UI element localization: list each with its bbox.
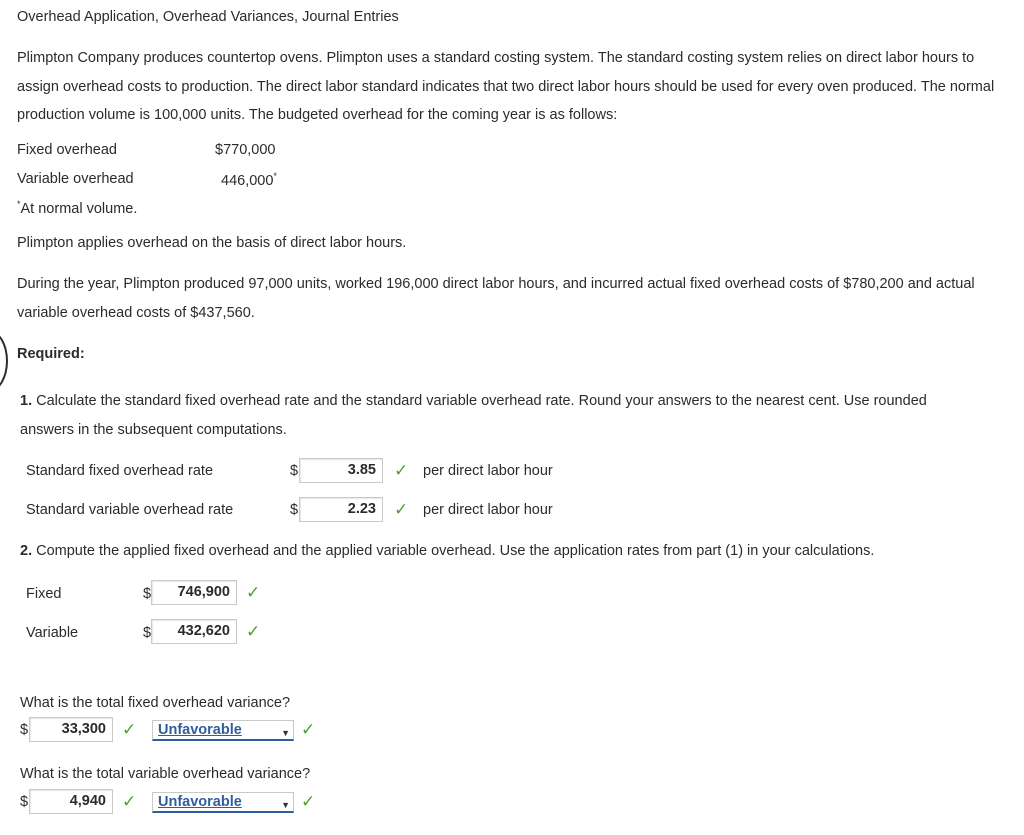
chevron-down-icon: ▼ <box>281 800 290 810</box>
correct-check-icon: ✓ <box>246 622 261 641</box>
variable-variance-input[interactable]: 4,940 <box>29 789 113 814</box>
dollar-sign: $ <box>290 502 299 518</box>
correct-check-icon: ✓ <box>246 583 261 602</box>
fixed-variance-question: What is the total fixed overhead variance? <box>20 695 291 711</box>
applied-variable-input[interactable]: 432,620 <box>151 619 237 644</box>
fixed-variance-input[interactable]: 33,300 <box>29 717 113 742</box>
budget-footnote <box>17 199 137 217</box>
budget-variable-label: Variable overhead <box>17 171 134 187</box>
question-2-number: 2. <box>20 543 33 559</box>
budget-variable-amount: 446,000 <box>221 172 274 189</box>
fixed-rate-unit: per direct labor hour <box>423 463 553 479</box>
question-1-number: 1. <box>20 393 33 409</box>
applied-fixed-label: Fixed <box>26 586 62 602</box>
variable-variance-type-select[interactable] <box>152 792 294 813</box>
applied-fixed-input[interactable]: 746,900 <box>151 580 237 605</box>
left-edge-marker <box>0 330 8 392</box>
correct-check-icon: ✓ <box>122 720 137 739</box>
dollar-sign: $ <box>143 586 152 602</box>
fixed-variance-type-select[interactable] <box>152 720 294 741</box>
variable-rate-unit: per direct labor hour <box>423 502 553 518</box>
applied-variable-label: Variable <box>26 625 79 641</box>
question-2-instruction: Compute the applied fixed overhead and the applied variable overhead. Use the application rates from part (1) in your calculations. <box>32 543 875 559</box>
correct-check-icon: ✓ <box>394 461 409 480</box>
footnote-marker: * <box>273 171 277 181</box>
standard-fixed-rate-label: Standard fixed overhead rate <box>26 463 214 479</box>
footnote-asterisk: * <box>17 199 21 209</box>
during-paragraph: During the year, Plimpton produced 97,000 units, worked 196,000 direct labor hours, and incurred actual fixed overhead costs of $780,200 and actual variable overhead costs of $437,560. <box>17 276 975 321</box>
question-2-text <box>20 543 874 559</box>
variable-variance-type-value: Unfavorable <box>158 794 242 810</box>
applies-text: Plimpton applies overhead on the basis of direct labor hours. <box>17 235 407 251</box>
dollar-sign: $ <box>20 794 29 810</box>
dollar-sign: $ <box>290 463 299 479</box>
standard-fixed-rate-input[interactable]: 3.85 <box>299 458 383 483</box>
budget-fixed-label: Fixed overhead <box>17 142 117 158</box>
dollar-sign: $ <box>20 722 29 738</box>
correct-check-icon: ✓ <box>301 720 316 739</box>
dollar-sign: $ <box>143 625 152 641</box>
chevron-down-icon: ▼ <box>281 728 290 738</box>
standard-variable-rate-input[interactable]: 2.23 <box>299 497 383 522</box>
fixed-variance-type-value: Unfavorable <box>158 722 242 738</box>
intro-paragraph: Plimpton Company produces countertop ovens. Plimpton uses a standard costing system. The standard costing system relies on direct labor hours to assign overhead costs to production. The direct labor standard indicates that two direct labor hours should be used for every oven produced. The normal production volume is 100,000 units. The budgeted overhead for the coming year is as follows: <box>17 50 995 123</box>
question-1-instruction: Calculate the standard fixed overhead rate and the standard variable overhead rate. Round your answers to the nearest cent. Use rounded answers in the subsequent computations. <box>20 393 927 438</box>
required-label: Required: <box>17 346 85 362</box>
budget-fixed-value: $770,000 <box>215 142 276 158</box>
correct-check-icon: ✓ <box>301 792 316 811</box>
page-title: Overhead Application, Overhead Variances, Journal Entries <box>17 9 399 25</box>
variable-variance-question: What is the total variable overhead variance? <box>20 766 311 782</box>
correct-check-icon: ✓ <box>122 792 137 811</box>
footnote-text: At normal volume. <box>20 200 138 217</box>
question-1-text <box>20 387 980 444</box>
standard-variable-rate-label: Standard variable overhead rate <box>26 502 234 518</box>
correct-check-icon: ✓ <box>394 500 409 519</box>
budget-variable-value <box>221 171 277 189</box>
